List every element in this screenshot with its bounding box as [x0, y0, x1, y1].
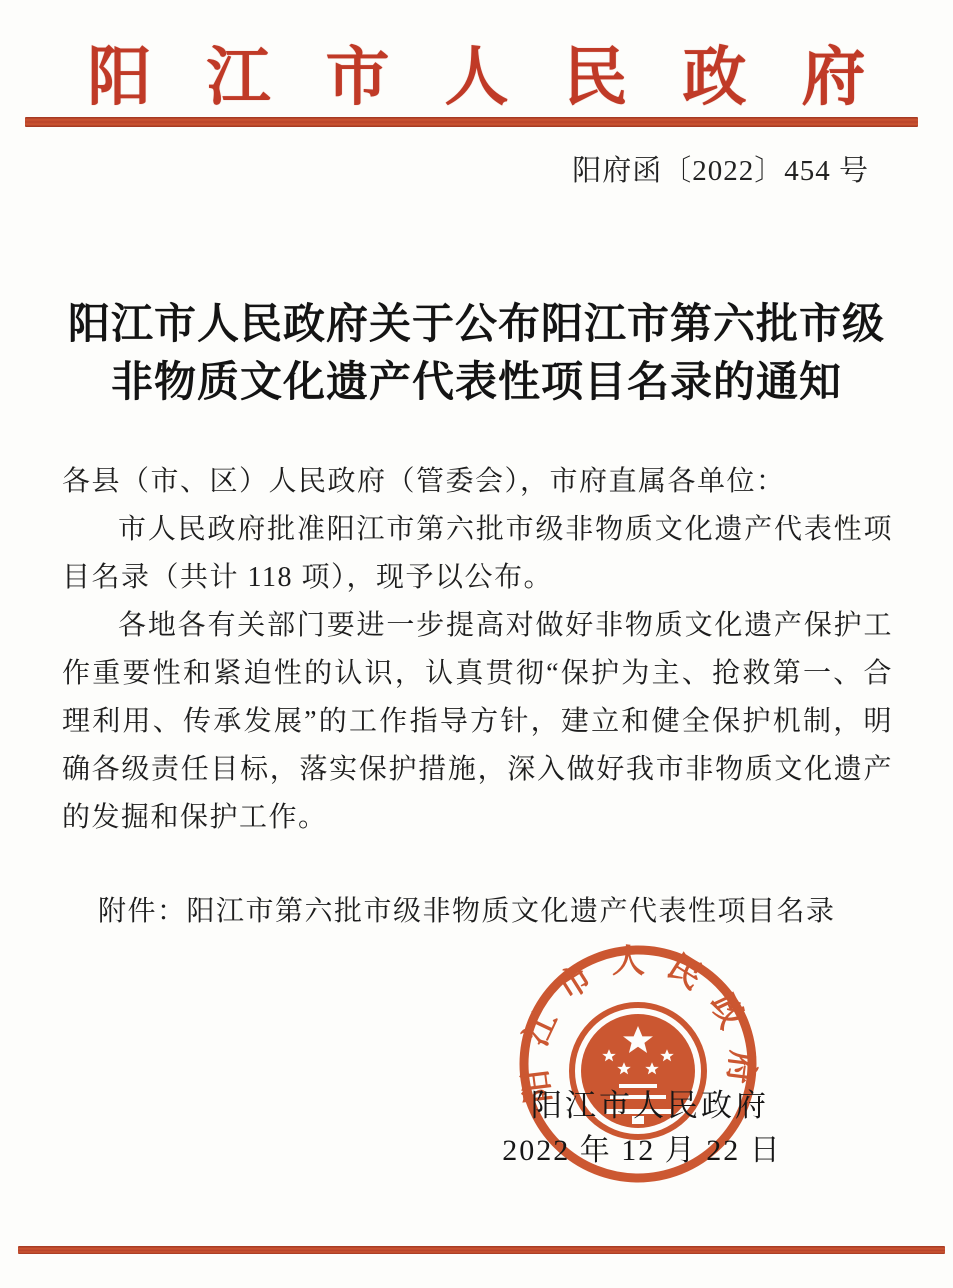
seal-ring-text: 阳江市人民政府 [515, 943, 761, 1105]
salutation-line: 各县（市、区）人民政府（管委会），市府直属各单位： [62, 466, 786, 497]
document-body [62, 458, 893, 936]
paragraph-requirements: 各地各有关部门要进一步提高对做好非物质文化遗产保护工作重要性和紧迫性的认识，认真贯彻“保护为主、抢救第一、合理利用、传承发展”的工作指导方针，建立和健全保护机制，明确各级责任目标，落实保护措施，深入做好我市非物质文化遗产的发掘和保护工作。 [62, 610, 893, 833]
document-title-line2: 非物质文化遗产代表性项目名录的通知 [110, 360, 842, 406]
document-title [0, 296, 953, 412]
paragraph-announcement: 市人民政府批准阳江市第六批市级非物质文化遗产代表性项目名录（共计 118 项），现予以公布。 [62, 514, 893, 593]
attachment-line: 附件：阳江市第六批市级非物质文化遗产代表性项目名录 [98, 896, 836, 927]
letterhead-divider-line [25, 117, 918, 127]
footer-divider-line [18, 1246, 945, 1254]
issue-date: 2022 年 12 月 22 日 [502, 1134, 782, 1167]
document-number: 阳府函〔2022〕454 号 [572, 155, 869, 187]
issuing-authority-signature: 阳江市人民政府 [531, 1088, 769, 1123]
letterhead-agency-title: 阳江市人民政府 [87, 42, 921, 113]
document-title-line1: 阳江市人民政府关于公布阳江市第六批市级 [67, 302, 885, 348]
